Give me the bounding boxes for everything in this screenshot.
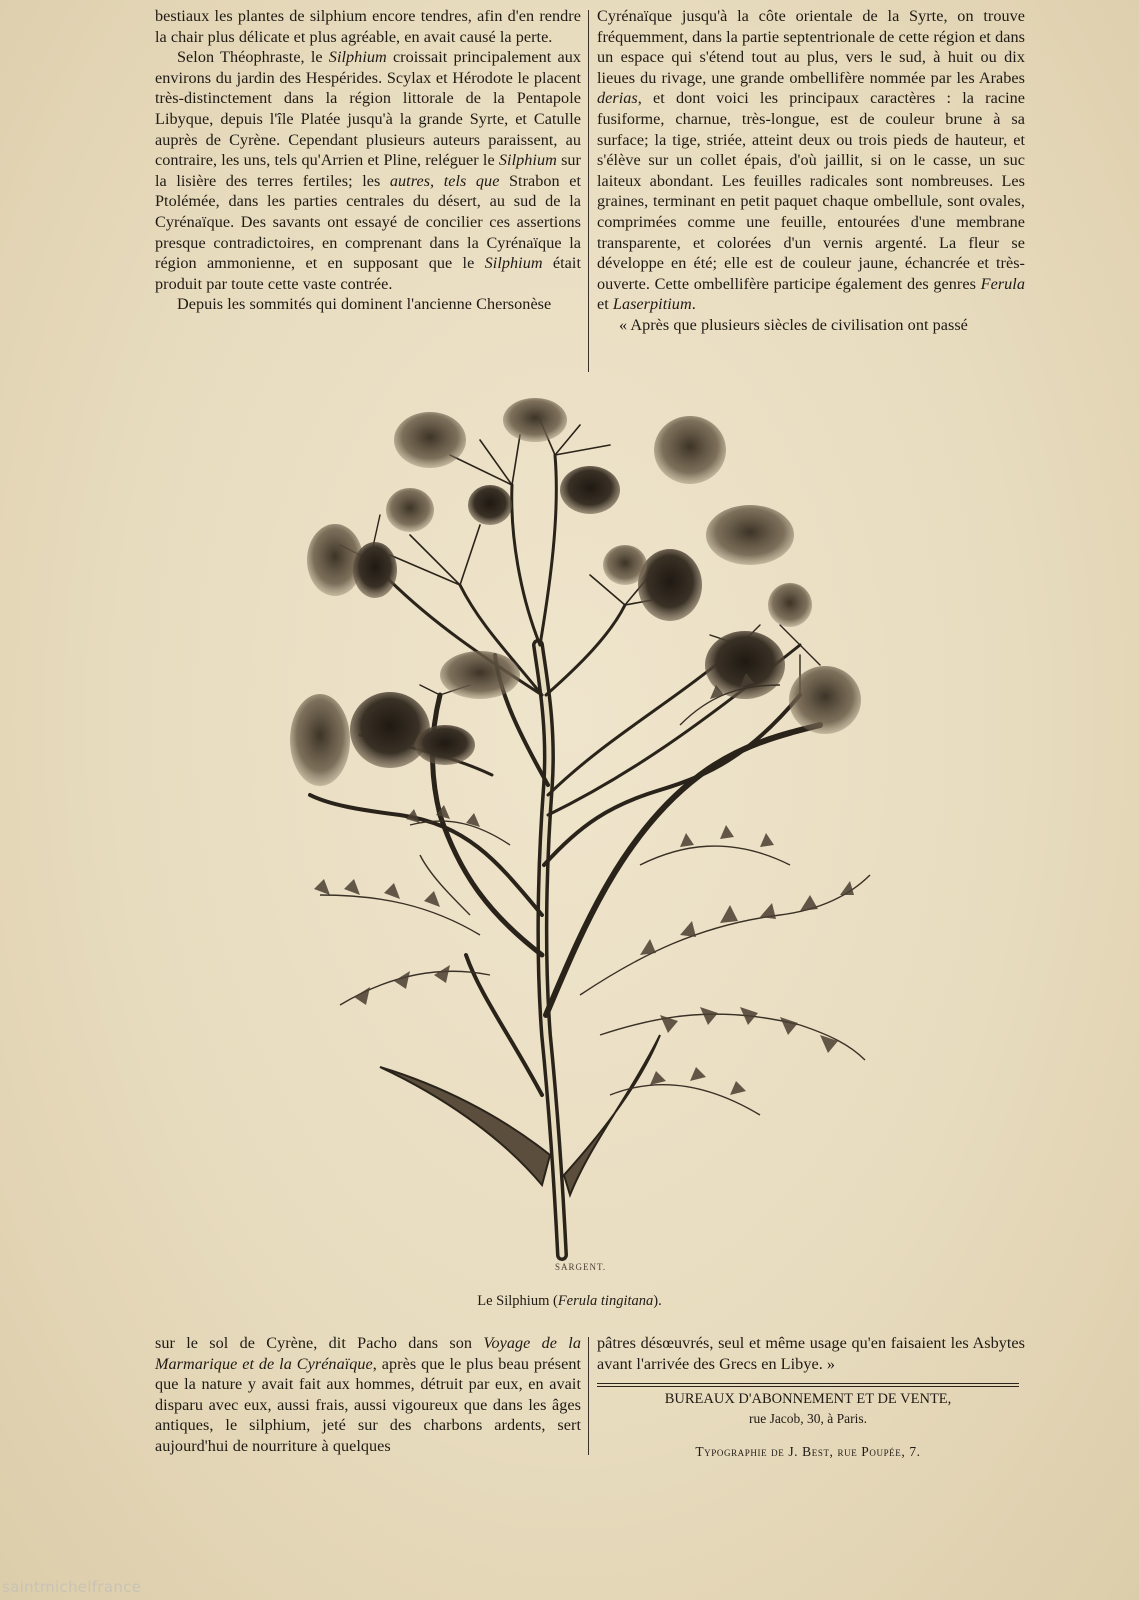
italic-text: derias [597,89,638,108]
engraver-signature: SARGENT. [555,1262,607,1272]
column-divider-bottom [588,1337,589,1455]
left-column-top [155,6,581,315]
text-run: sur le sol de Cyrène, dit Pacho dans son [155,1334,484,1352]
text-run: Cyrénaïque jusqu'à la côte orientale de la Syrte, on trouve fréquemment, dans la partie septentrionale de cette région et dans un espace qui s'étend tout au plus, vers le sud, à huit ou dix lieues du rivage, une grande ombellifère nommée par les Arabes [597,7,1025,87]
text-run: sur la lisière des terres fertiles; les [155,151,582,190]
paragraph [155,294,581,315]
figure-caption: Le Silphium (Ferula tingitana). [477,1293,662,1309]
text-run: Selon Théophraste, le [177,48,329,67]
paragraph [155,6,581,47]
paragraph [155,47,581,294]
text-run: Depuis les sommités qui dominent l'ancienne Chersonèse [177,295,552,314]
paragraph [597,6,1025,315]
right-column-bottom [597,1333,1025,1374]
printer-line: Typographie de J. Best, rue Poupée, 7. [695,1444,921,1459]
text-run: . [691,295,696,314]
rule-top-1 [597,1383,1019,1384]
italic-text: Voyage de la Marmarique et de la Cyrénaïque [155,1334,581,1373]
text-run: et [597,295,613,314]
text-run: bestiaux les plantes de silphium encore tendres, afin d'en rendre la chair plus délicate et plus agréable, en avait causé la perte. [155,7,581,46]
bureaux-line-1: BUREAUX D'ABONNEMENT ET DE VENTE, [664,1391,952,1407]
column-divider-top [588,10,589,372]
italic-text: Silphium [484,254,543,273]
paragraph [597,1333,1025,1374]
silphium-illustration [280,395,880,1275]
watermark: saintmichelfrance [2,1578,142,1596]
text-run: croissait principalement aux environs du jardin des Hespérides. Scylax et Hérodote le placent très-distinctement dans la région littorale de la Pentapole Libyque, depuis l'île Platée jusqu'à la grande Syrte, et Catulle auprès de Cyrène. Cependant plusieurs auteurs paraissent, au contraire, les uns, tels qu'Arrien et Pline, reléguer le [155,48,581,170]
italic-text: Ferula [980,274,1025,293]
bureaux-line-2: rue Jacob, 30, à Paris. [748,1411,868,1426]
italic-text: Silphium [328,48,387,67]
italic-text: Laserpitium [612,295,692,314]
italic-text: autres, tels que [389,171,500,190]
text-run: « Après que plusieurs siècles de civilisation ont passé [619,315,968,334]
text-run: était produit par toute cette vaste contrée. [155,254,582,293]
left-column-bottom [155,1333,581,1457]
text-run: pâtres désœuvrés, seul et même usage qu'en faisaient les Asbytes avant l'arrivée des Grecs en Libye. » [597,1334,1025,1373]
paragraph [597,315,1025,336]
text-run: , et dont voici les principaux caractères : la racine fusiforme, charnue, très-longue, est de couleur brune à sa surface; la tige, striée, atteint deux ou trois pieds de hauteur, et s'élève sur un collet épais, d'où jaillit, si on le casse, un suc laiteux abondant. Les feuilles radicales sont nombreuses. Les graines, terminant en petit paquet chaque ombellule, sont ovales, comprimées comme une feuille, entourées d'une membrane transparente, et colorées d'un vernis argenté. La fleur se développe en été; elle est de couleur jaune, échancrée et très-ouverte. Cette ombellifère participe également des genres [597,89,1025,293]
text-run: , après que le plus beau présent que la nature y avait fait aux hommes, détruit par eux, en avait disparu avec eux, aussi frais, aussi vigoureux que dans les âges antiques, le silphium, jeté sur des charbons ardents, sert aujourd'hui de nourriture à quelques [155,1354,582,1455]
text-run: Strabon et Ptolémée, dans les parties centrales du désert, au sud de la Cyrénaïque. Des savants ont essayé de concilier ces assertions presque contradictoires, en comprenant dans la Cyrénaïque la région ammonienne, et en supposant que le [155,171,581,273]
rule-top-2 [597,1386,1019,1387]
italic-text: Silphium [498,151,557,170]
paragraph [155,1333,581,1457]
right-column-top [597,6,1025,336]
